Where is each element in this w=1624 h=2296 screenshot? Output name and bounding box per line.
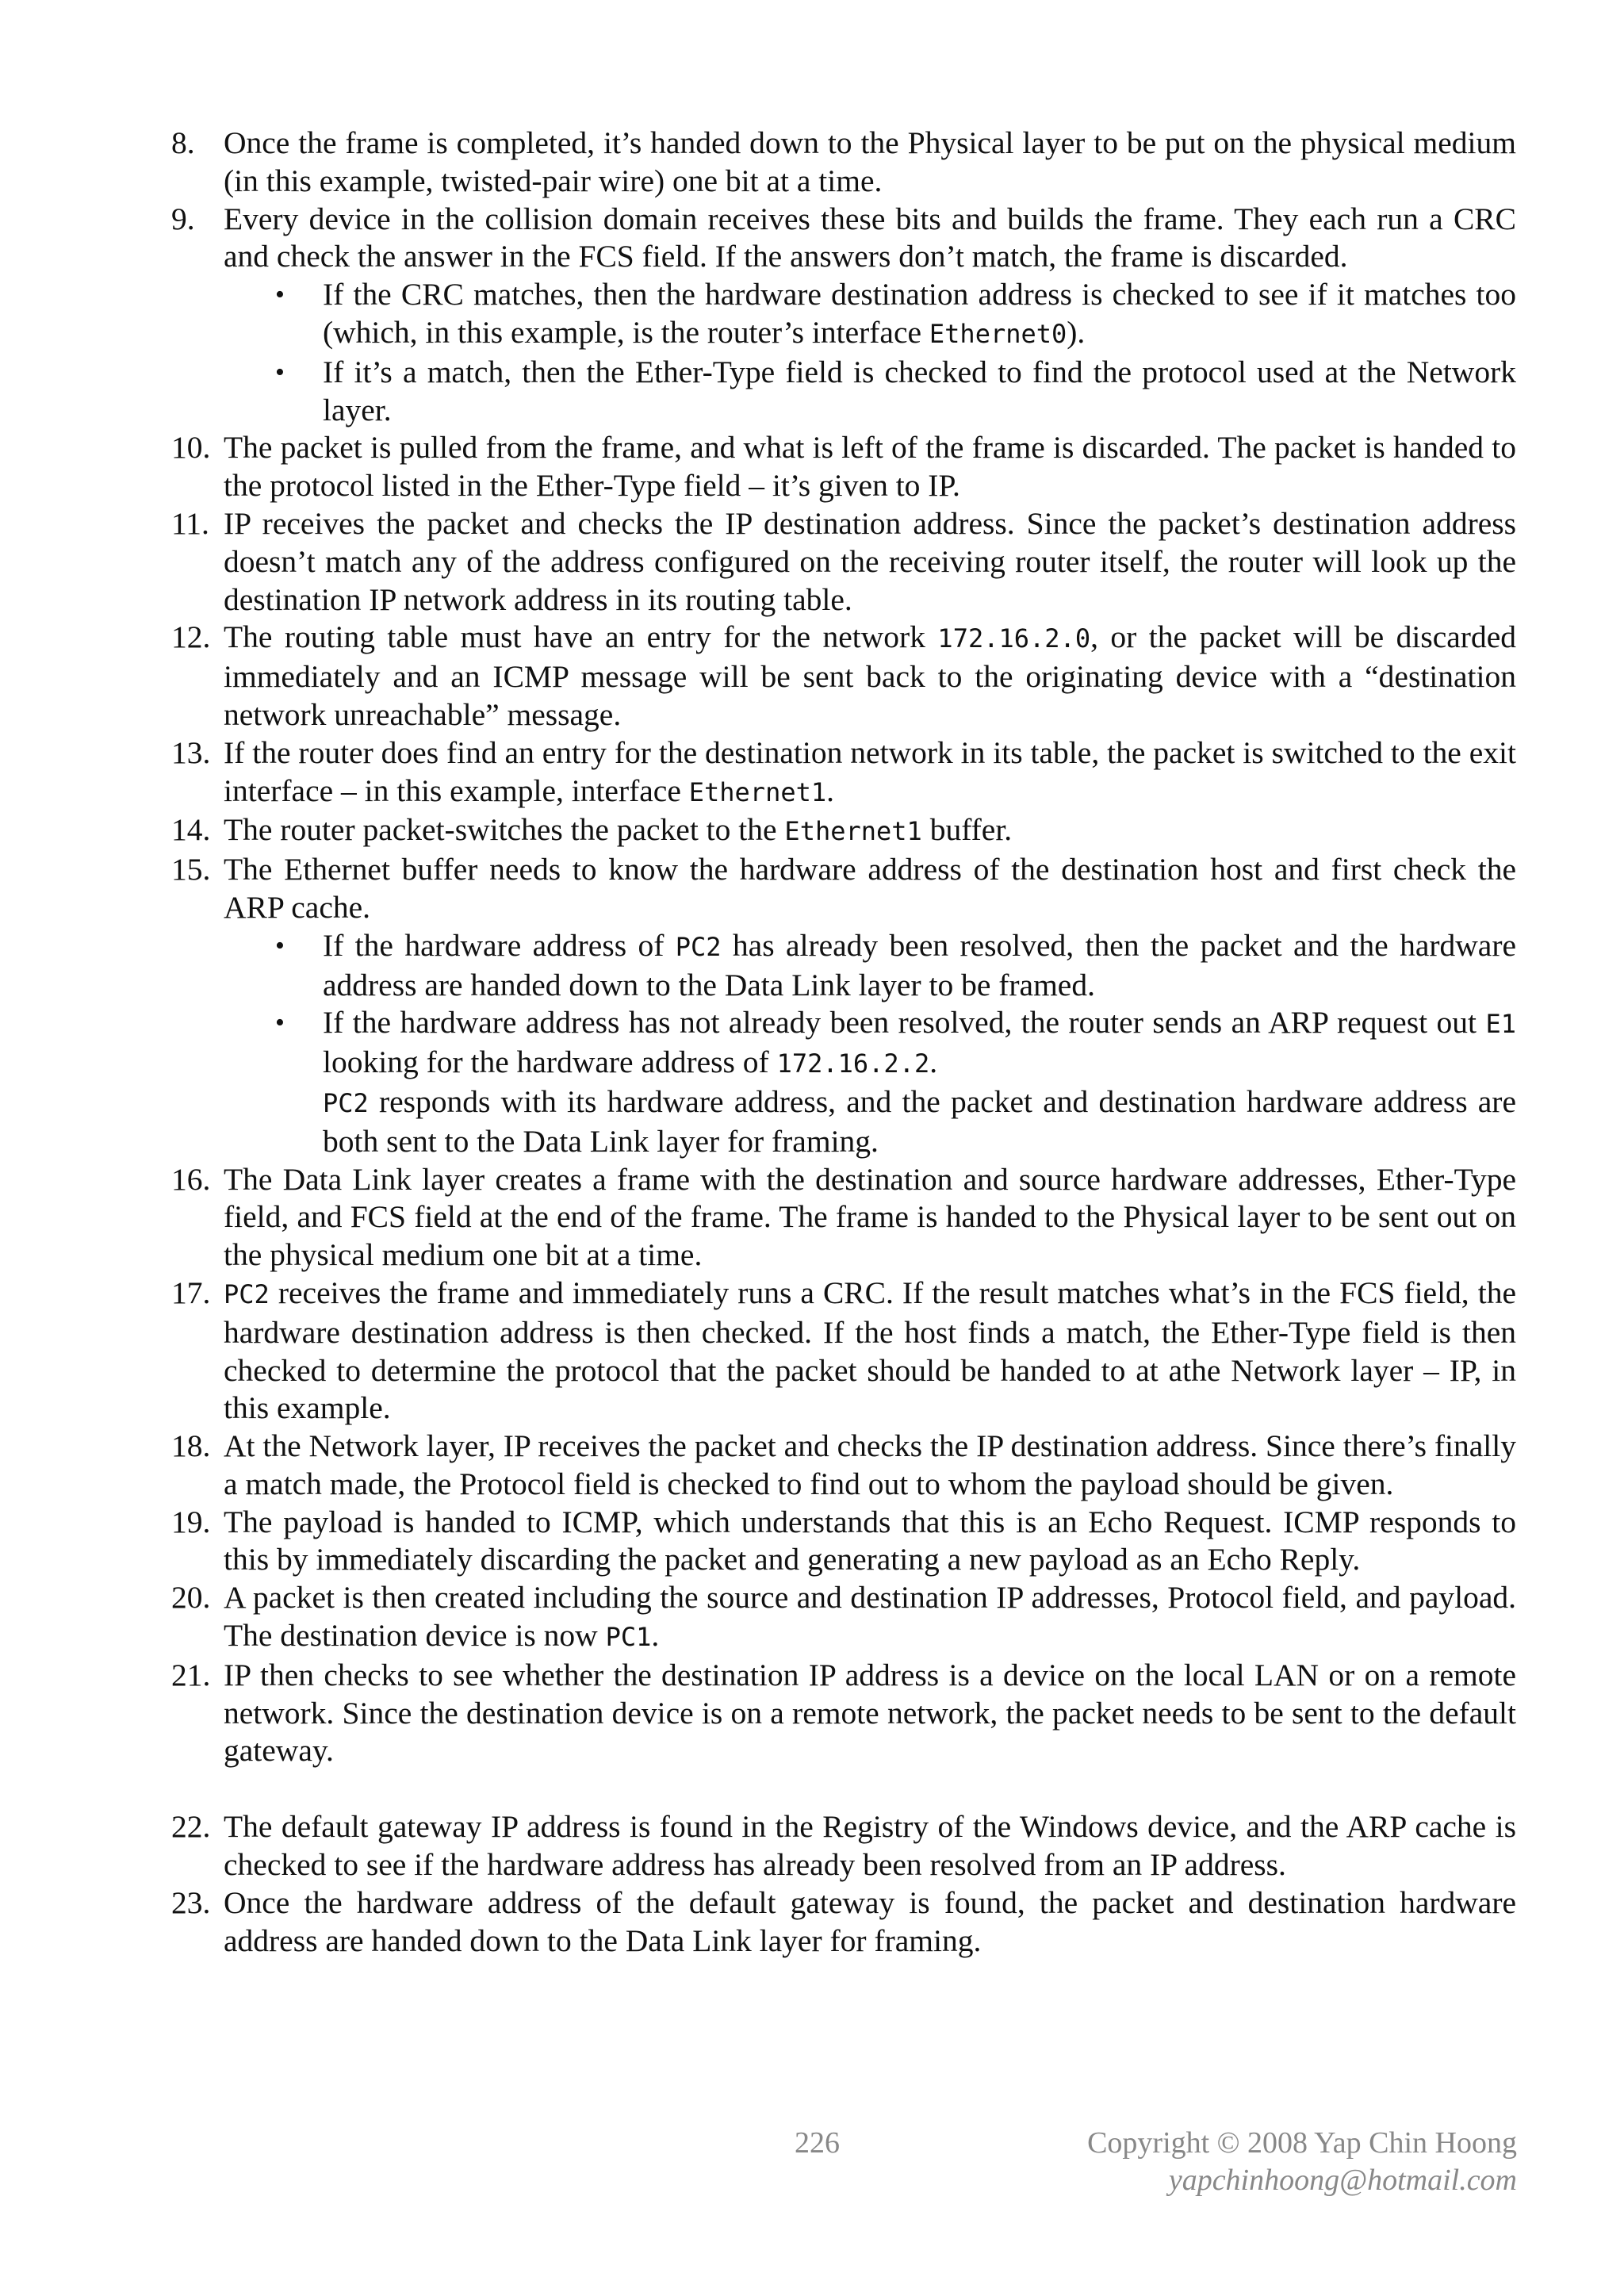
list-item — [171, 505, 1516, 619]
step-number: 11. — [171, 505, 209, 541]
text-run: , or the packet will be discarded immediately and an ICMP message will be sent back to the originating device with a “destination network unreachable” message. — [224, 619, 1516, 732]
text-run: The router packet-switches the packet to the — [224, 812, 785, 848]
text-run: If the hardware address has not already been resolved, the router sends an ARP request out — [323, 1005, 1486, 1041]
text-run: If it’s a match, then the Ether-Type field is checked to find the protocol used at the Network layer. — [323, 354, 1516, 427]
step-text — [224, 619, 1516, 734]
step-number: 23. — [171, 1884, 211, 1920]
inline-code: 172.16.2.0 — [937, 623, 1091, 654]
text-run: A packet is then created including the source and destination IP addresses, Protocol field, and payload. The destination device is now — [224, 1580, 1516, 1654]
step-text — [224, 851, 1516, 927]
inline-code: Ethernet0 — [929, 318, 1067, 349]
bullet-dot-icon: • — [275, 930, 285, 960]
text-run: Once the hardware address of the default gateway is found, the packet and destination hardware address are handed down to the Data Link layer for framing. — [224, 1884, 1516, 1958]
step-text — [224, 1504, 1516, 1580]
text-run: IP then checks to see whether the destination IP address is a device on the local LAN or on a remote network. Since the destination device is on a remote network, the packet needs to be sent to the default gateway. — [224, 1657, 1516, 1769]
text-run: buffer. — [921, 812, 1013, 848]
list-item — [171, 201, 1516, 430]
author-email: yapchinhoong@hotmail.com — [1168, 2164, 1517, 2197]
text-run: The packet is pulled from the frame, and what is left of the frame is discarded. The packet is handed to the protocol listed in the Ether-Type field – it’s given to IP. — [224, 430, 1516, 504]
bullet-text — [323, 354, 1516, 430]
inline-code: PC2 — [323, 1087, 369, 1118]
bullet-item — [275, 927, 1516, 1005]
text-run: looking for the hardware address of — [323, 1045, 777, 1080]
text-run: If the hardware address of — [323, 927, 676, 963]
bullet-item — [275, 354, 1516, 430]
paragraph-gap — [224, 1770, 1516, 1808]
text-run: The default gateway IP address is found in the Registry of the Windows device, and the ARP cache is checked to see if the hardware address has already been resolved from an IP address. — [224, 1809, 1516, 1883]
text-run: The payload is handed to ICMP, which understands that this is an Echo Request. ICMP responds to this by immediately discarding the packet and generating a new payload as an Echo Reply. — [224, 1504, 1516, 1577]
list-item — [171, 734, 1516, 812]
step-number: 12. — [171, 619, 211, 655]
step-text — [224, 1428, 1516, 1504]
text-run: . — [929, 1045, 938, 1080]
step-text — [224, 429, 1516, 505]
step-number: 14. — [171, 812, 211, 848]
text-run: Every device in the collision domain receives these bits and builds the frame. They each run a CRC and check the answer in the FCS field. If the answers don’t match, the frame is discarded. — [224, 201, 1516, 274]
step-text — [224, 201, 1516, 277]
text-run: The Ethernet buffer needs to know the hardware address of the destination host and first check the ARP cache. — [224, 852, 1516, 925]
list-item — [171, 851, 1516, 1160]
list-item — [171, 1161, 1516, 1274]
step-number: 8. — [171, 125, 195, 160]
step-text — [224, 125, 1516, 201]
step-number: 15. — [171, 852, 211, 887]
text-run: receives the frame and immediately runs a CRC. If the result matches what’s in the FCS field, the hardware destination address is then checked. If the host finds a match, the Ether-Type field is then checked to determine the protocol that the packet should be handed to at athe Network layer – IP, in this example. — [224, 1274, 1516, 1426]
step-text — [224, 811, 1516, 851]
inline-code: PC2 — [675, 931, 722, 962]
list-item — [171, 1428, 1516, 1504]
list-item — [171, 429, 1516, 505]
inline-code: Ethernet1 — [784, 816, 922, 847]
step-number: 10. — [171, 430, 211, 466]
step-number: 9. — [171, 201, 195, 236]
inline-code: PC1 — [605, 1622, 652, 1653]
inline-code: PC2 — [224, 1278, 270, 1309]
list-item — [171, 619, 1516, 734]
text-run: The Data Link layer creates a frame with the destination and source hardware addresses, Ether-Type field, and FCS field at the end of the frame. The frame is handed to the Physical layer to be sent out on the physical medium one bit at a time. — [224, 1161, 1516, 1273]
step-number: 22. — [171, 1809, 211, 1845]
step-number: 13. — [171, 734, 211, 770]
list-item — [171, 1884, 1516, 1961]
bullet-dot-icon: • — [275, 357, 285, 387]
list-item — [171, 1274, 1516, 1428]
step-number: 16. — [171, 1161, 211, 1197]
list-item — [171, 1808, 1516, 1884]
bullet-dot-icon: • — [275, 280, 285, 310]
bullet-list — [224, 927, 1516, 1161]
list-item — [171, 125, 1516, 201]
bullet-text — [323, 927, 1516, 1005]
text-run: If the CRC matches, then the hardware destination address is checked to see if it matches too (which, in this example, is the router’s interface — [323, 277, 1516, 350]
list-item — [171, 811, 1516, 851]
step-text — [224, 1274, 1516, 1428]
step-number: 19. — [171, 1504, 211, 1539]
step-text — [224, 1808, 1516, 1884]
step-number: 18. — [171, 1428, 211, 1464]
step-text — [224, 734, 1516, 812]
step-text — [224, 1657, 1516, 1770]
bullet-item — [275, 276, 1516, 354]
list-item — [171, 1579, 1516, 1657]
step-text — [224, 1579, 1516, 1657]
bullet-item — [275, 1004, 1516, 1160]
step-text — [224, 1161, 1516, 1274]
page-number: 226 — [795, 2126, 840, 2160]
step-text — [224, 1884, 1516, 1961]
bullet-text — [323, 1004, 1516, 1160]
numbered-step-list — [171, 125, 1516, 1960]
text-run: . — [826, 772, 834, 808]
text-run: Once the frame is completed, it’s handed down to the Physical layer to be put on the physical medium (in this example, twisted-pair wire) one bit at a time. — [224, 125, 1516, 198]
text-run: responds with its hardware address, and the packet and destination hardware address are both sent to the Data Link layer for framing. — [323, 1083, 1516, 1159]
list-item — [171, 1504, 1516, 1580]
text-run: IP receives the packet and checks the IP destination address. Since the packet’s destination address doesn’t match any of the address configured on the receiving router itself, the router will look up the destination IP network address in its routing table. — [224, 505, 1516, 617]
step-number: 17. — [171, 1274, 211, 1310]
step-number: 21. — [171, 1657, 211, 1692]
inline-code: Ethernet1 — [688, 776, 827, 807]
bullet-list — [224, 276, 1516, 429]
text-run: ). — [1067, 314, 1086, 350]
text-run: The routing table must have an entry for the network — [224, 619, 938, 655]
bullet-dot-icon: • — [275, 1008, 285, 1038]
copyright-notice: Copyright © 2008 Yap Chin Hoong — [1087, 2126, 1517, 2160]
text-run: If the router does find an entry for the destination network in its table, the packet is switched to the exit interface – in this example, interface — [224, 734, 1516, 808]
list-item — [171, 1657, 1516, 1770]
text-run: has already been resolved, then the packet and the hardware address are handed down to the Data Link layer to be framed. — [323, 927, 1516, 1002]
inline-code: E1 — [1485, 1009, 1516, 1040]
text-run: At the Network layer, IP receives the packet and checks the IP destination address. Since there’s finally a match made, the Protocol field is checked to find out to whom the payload should be given. — [224, 1428, 1516, 1501]
bullet-text — [323, 276, 1516, 354]
step-text — [224, 505, 1516, 619]
text-run: . — [651, 1618, 660, 1654]
step-number: 20. — [171, 1580, 211, 1616]
inline-code: 172.16.2.2 — [776, 1048, 930, 1079]
